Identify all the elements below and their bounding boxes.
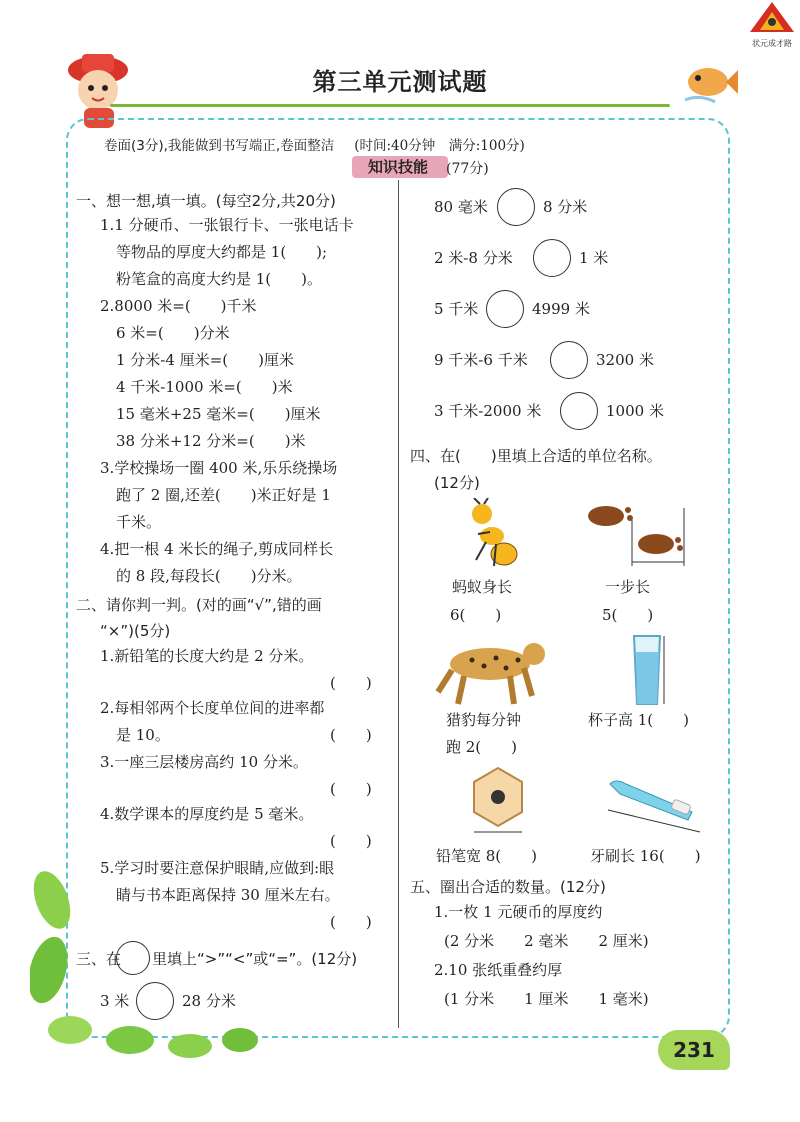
s3-row3-right: 1 米 (579, 249, 609, 267)
exam-info (104, 134, 525, 154)
section-5-heading: 五、圈出合适的数量。(12分) (410, 878, 606, 896)
s3-row3-circle[interactable] (533, 239, 571, 277)
s1-q2-line3: 1 分米-4 厘米=( )厘米 (116, 351, 294, 369)
logo-text: 状元成才路 (752, 39, 792, 48)
s1-q1-line3: 粉笔盒的高度大约是 1( )。 (116, 270, 323, 288)
section-3-heading-a: 三、在 (76, 950, 122, 968)
s2-q3: 3.一座三层楼房高约 10 分米。 (100, 753, 308, 771)
cheetah-image (432, 634, 548, 710)
s2-q2-answer: ( ) (330, 726, 372, 744)
s3-row4-circle[interactable] (486, 290, 524, 328)
s1-q3-line1: 3.学校操场一圈 400 米,乐乐绕操场 (100, 459, 338, 477)
s3-row1-right: 28 分米 (182, 992, 236, 1010)
s1-q4-line1: 4.把一根 4 米长的绳子,剪成同样长 (100, 540, 334, 558)
s3-row5-right: 3200 米 (596, 351, 654, 369)
s3-row2-left: 80 毫米 (434, 198, 488, 216)
s2-q2-line1: 2.每相邻两个长度单位间的进率都 (100, 699, 325, 717)
s1-q1-line1: 1.1 分硬币、一张银行卡、一张电话卡 (100, 216, 354, 234)
s1-q3-line2: 跑了 2 圈,还差( )米正好是 1 (116, 486, 331, 504)
s2-q5-answer: ( ) (330, 913, 372, 931)
pencil-cross-section-image (470, 766, 526, 840)
s1-q2-line5: 15 毫米+25 毫米=( )厘米 (116, 405, 321, 423)
s3-row4-left: 5 千米 (434, 300, 479, 318)
cup-label: 杯子高 1( ) (588, 711, 690, 729)
section-2-heading-line1: 二、请你判一判。(对的画“√”,错的画 (76, 596, 322, 614)
pencil-label: 铅笔宽 8( ) (436, 847, 538, 865)
s3-row5-circle[interactable] (550, 341, 588, 379)
s1-q2-line4: 4 千米-1000 米=( )米 (116, 378, 293, 396)
toothbrush-image (606, 774, 702, 838)
s1-q2-line2: 6 米=( )分米 (116, 324, 230, 342)
s2-q1: 1.新铅笔的长度大约是 2 分米。 (100, 647, 314, 665)
section-2-heading-line2: “×”)(5分) (100, 622, 171, 640)
column-divider (398, 180, 399, 1028)
time-score-note: (时间:40分钟 满分:100分) (354, 138, 525, 154)
s2-q4-answer: ( ) (330, 832, 372, 850)
cheetah-label-line2: 跑 2( ) (446, 738, 518, 756)
s3-row6-circle[interactable] (560, 392, 598, 430)
s3-row2-right: 8 分米 (543, 198, 588, 216)
ant-label: 蚂蚁身长 (452, 578, 513, 596)
header-green-line (110, 104, 670, 107)
s2-q1-answer: ( ) (330, 674, 372, 692)
section-1-heading: 一、想一想,填一填。(每空2分,共20分) (76, 192, 336, 210)
s5-q2-options[interactable]: (1 分米 1 厘米 1 毫米) (444, 990, 649, 1008)
cheetah-label-line1: 猎豹每分钟 (446, 711, 522, 729)
s3-row3-left: 2 米-8 分米 (434, 249, 513, 267)
s5-q1: 1.一枚 1 元硬币的厚度约 (434, 903, 603, 921)
s2-q2-line2: 是 10。 (116, 726, 170, 744)
step-label: 一步长 (605, 578, 651, 596)
s3-row5-left: 9 千米-6 千米 (434, 351, 528, 369)
s1-q4-line2: 的 8 段,每段长( )分米。 (116, 567, 302, 585)
s1-q3-line3: 千米。 (116, 513, 162, 531)
s2-q5-line1: 5.学习时要注意保护眼睛,应做到:眼 (100, 859, 335, 877)
cup-image (630, 632, 666, 712)
s3-row6-right: 1000 米 (606, 402, 664, 420)
s3-row4-right: 4999 米 (532, 300, 590, 318)
ant-blank: 6( ) (450, 606, 502, 624)
toothbrush-label: 牙刷长 16( ) (590, 847, 701, 865)
s2-q3-answer: ( ) (330, 780, 372, 798)
section-badge: 知识技能 (352, 156, 448, 178)
s5-q2: 2.10 张纸重叠约厚 (434, 961, 563, 979)
s3-row1-left: 3 米 (100, 992, 130, 1010)
publisher-logo (744, 0, 800, 46)
leaves-decoration-image (30, 840, 260, 1074)
s2-q4: 4.数学课本的厚度约是 5 毫米。 (100, 805, 314, 823)
ant-image (462, 498, 522, 574)
section-4-heading-line2: (12分) (434, 474, 480, 492)
section-3-heading-b: 里填上“>”“<”或“=”。(12分) (152, 950, 358, 968)
s5-q1-options[interactable]: (2 分米 2 毫米 2 厘米) (444, 932, 649, 950)
s1-q1-line2: 等物品的厚度大约都是 1( ); (116, 243, 328, 261)
s1-q2-line1: 2.8000 米=( )千米 (100, 297, 257, 315)
step-blank: 5( ) (602, 606, 654, 624)
s2-q5-line2: 睛与书本距离保持 30 厘米左右。 (116, 886, 340, 904)
footprint-step-image (586, 500, 690, 576)
s3-row2-circle[interactable] (497, 188, 535, 226)
s1-q2-line6: 38 分米+12 分米=( )米 (116, 432, 306, 450)
section-4-heading-line1: 四、在( )里填上合适的单位名称。 (410, 447, 662, 465)
neatness-note: 卷面(3分),我能做到书写端正,卷面整洁 (104, 138, 335, 154)
s3-row6-left: 3 千米-2000 米 (434, 402, 542, 420)
page-title: 第三单元测试题 (312, 68, 488, 96)
page-number: 231 (658, 1030, 730, 1070)
section-badge-score: (77分) (446, 161, 489, 177)
